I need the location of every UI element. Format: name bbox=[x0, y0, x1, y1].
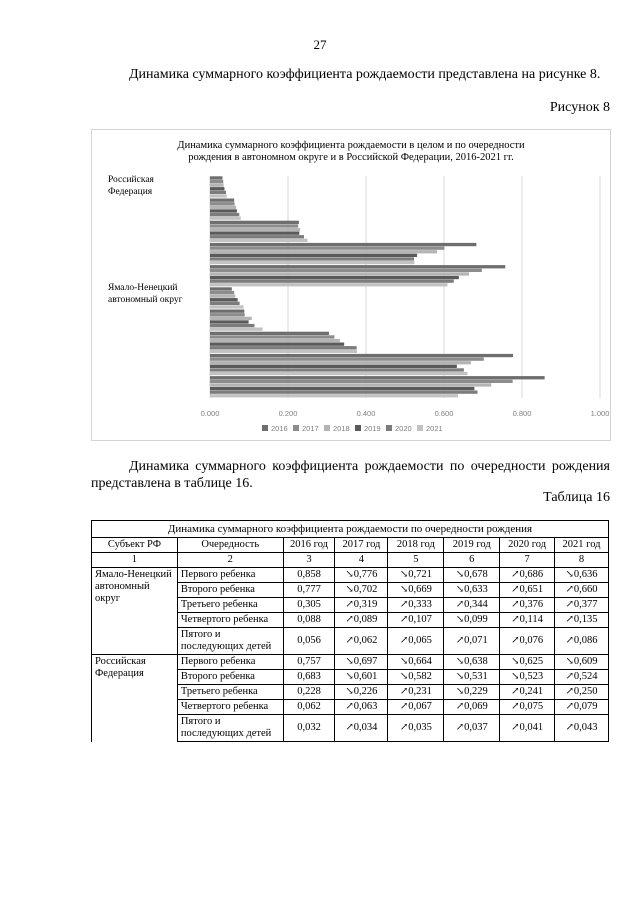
bar-2019 bbox=[210, 276, 459, 279]
value-text: 0,633 bbox=[464, 584, 488, 595]
value-text: 0,721 bbox=[408, 569, 432, 580]
trend-up-icon: ↗ bbox=[565, 722, 574, 733]
value-cell bbox=[500, 613, 555, 628]
value-text: 0,377 bbox=[573, 599, 598, 610]
trend-up-icon: ↗ bbox=[511, 599, 520, 610]
trend-down-icon: ↘ bbox=[345, 656, 354, 667]
value-text: 0,858 bbox=[297, 569, 321, 580]
legend-label: 2021 bbox=[426, 424, 443, 433]
value-cell bbox=[444, 628, 500, 655]
birth-order-cell: Четвертого ребенка bbox=[177, 613, 283, 628]
birth-order-cell: Пятого и последующих детей bbox=[177, 715, 283, 742]
value-text: 0,035 bbox=[408, 722, 432, 733]
value-text: 0,135 bbox=[573, 614, 598, 625]
value-cell bbox=[500, 700, 555, 715]
value-cell bbox=[388, 583, 444, 598]
value-text: 0,625 bbox=[519, 656, 544, 667]
value-text: 0,660 bbox=[573, 584, 598, 595]
value-text: 0,226 bbox=[353, 686, 378, 697]
value-cell bbox=[335, 583, 388, 598]
legend-label: 2019 bbox=[364, 424, 381, 433]
column-header: 2019 год bbox=[444, 538, 500, 553]
legend-label: 2018 bbox=[333, 424, 350, 433]
trend-down-icon: ↘ bbox=[511, 656, 520, 667]
trend-up-icon: ↗ bbox=[399, 686, 409, 697]
value-cell bbox=[555, 700, 609, 715]
value-text: 0,664 bbox=[408, 656, 432, 667]
value-text: 0,071 bbox=[464, 635, 488, 646]
value-cell bbox=[388, 628, 444, 655]
birth-order-cell: Второго ребенка bbox=[177, 670, 283, 685]
group-label: Федерация bbox=[108, 187, 153, 197]
value-cell bbox=[555, 655, 609, 670]
value-cell bbox=[500, 685, 555, 700]
trend-down-icon: ↘ bbox=[455, 656, 465, 667]
bar-2019 bbox=[210, 232, 299, 235]
column-number: 2 bbox=[177, 553, 283, 568]
bar-2021 bbox=[210, 305, 244, 308]
value-text: 0,229 bbox=[464, 686, 488, 697]
value-text: 0,683 bbox=[297, 671, 321, 682]
value-text: 0,231 bbox=[408, 686, 432, 697]
bar-2017 bbox=[210, 313, 245, 316]
trend-down-icon: ↘ bbox=[399, 671, 409, 682]
value-text: 0,088 bbox=[297, 614, 321, 625]
legend-swatch-2018 bbox=[324, 425, 330, 431]
intro-paragraph: Динамика суммарного коэффициента рождаемости представлена на рисунке 8. bbox=[129, 67, 601, 82]
x-tick-label: 1.000 bbox=[590, 409, 610, 418]
bar-2016 bbox=[210, 221, 299, 224]
value-cell bbox=[335, 700, 388, 715]
column-number: 7 bbox=[500, 553, 555, 568]
table-intro-paragraph: Динамика суммарного коэффициента рождаемости по очередности рождения представлена в таблице 16. bbox=[91, 459, 610, 491]
value-cell bbox=[444, 655, 500, 670]
legend-swatch-2017 bbox=[293, 425, 299, 431]
trend-up-icon: ↗ bbox=[565, 701, 574, 712]
trend-up-icon: ↗ bbox=[455, 701, 465, 712]
bar-2020 bbox=[210, 257, 414, 260]
birth-order-cell: Третьего ребенка bbox=[177, 598, 283, 613]
value-cell bbox=[444, 685, 500, 700]
bar-2019 bbox=[210, 365, 457, 368]
value-text: 0,344 bbox=[464, 599, 488, 610]
bar-2017 bbox=[210, 335, 334, 338]
value-cell bbox=[444, 700, 500, 715]
value-cell bbox=[283, 583, 335, 598]
x-tick-label: 0.200 bbox=[278, 409, 298, 418]
value-cell bbox=[283, 598, 335, 613]
value-cell bbox=[555, 628, 609, 655]
value-text: 0,041 bbox=[519, 722, 544, 733]
birth-order-cell: Первого ребенка bbox=[177, 568, 283, 583]
trend-up-icon: ↗ bbox=[345, 614, 354, 625]
chart-canvas bbox=[92, 130, 610, 440]
trend-down-icon: ↘ bbox=[565, 656, 574, 667]
bar-2021 bbox=[210, 194, 227, 197]
trend-up-icon: ↗ bbox=[511, 584, 520, 595]
trend-up-icon: ↗ bbox=[511, 686, 520, 697]
bar-2016 bbox=[210, 354, 513, 357]
x-tick-label: 0.000 bbox=[200, 409, 220, 418]
value-cell bbox=[555, 670, 609, 685]
value-text: 0,777 bbox=[297, 584, 321, 595]
value-text: 0,601 bbox=[353, 671, 378, 682]
bar-2018 bbox=[210, 206, 236, 209]
bar-2018 bbox=[210, 295, 235, 298]
bar-2018 bbox=[210, 339, 340, 342]
value-cell bbox=[283, 715, 335, 742]
value-text: 0,069 bbox=[464, 701, 488, 712]
bar-2020 bbox=[210, 391, 478, 394]
trend-up-icon: ↗ bbox=[399, 635, 409, 646]
trend-up-icon: ↗ bbox=[455, 722, 465, 733]
bar-2018 bbox=[210, 272, 469, 275]
value-cell bbox=[283, 568, 335, 583]
trend-up-icon: ↗ bbox=[399, 599, 409, 610]
trend-down-icon: ↘ bbox=[345, 569, 354, 580]
value-cell bbox=[283, 655, 335, 670]
value-cell bbox=[283, 685, 335, 700]
x-tick-label: 0.800 bbox=[512, 409, 532, 418]
value-text: 0,702 bbox=[353, 584, 378, 595]
value-text: 0,531 bbox=[464, 671, 488, 682]
trend-down-icon: ↘ bbox=[455, 686, 465, 697]
value-cell bbox=[555, 568, 609, 583]
value-cell bbox=[388, 613, 444, 628]
bar-2019 bbox=[210, 209, 237, 212]
bar-2020 bbox=[210, 213, 239, 216]
value-cell bbox=[388, 598, 444, 613]
column-header: 2021 год bbox=[555, 538, 609, 553]
value-cell bbox=[335, 670, 388, 685]
chart-title-line-2: рождения в автономном округе и в Российской Федерации, 2016-2021 гг. bbox=[188, 152, 514, 163]
trend-down-icon: ↘ bbox=[345, 584, 354, 595]
value-cell bbox=[555, 613, 609, 628]
value-cell bbox=[500, 583, 555, 598]
column-header: Очередность bbox=[177, 538, 283, 553]
value-text: 0,063 bbox=[353, 701, 378, 712]
value-text: 0,037 bbox=[464, 722, 488, 733]
trend-down-icon: ↘ bbox=[511, 671, 520, 682]
value-cell bbox=[335, 655, 388, 670]
value-text: 0,107 bbox=[408, 614, 432, 625]
bar-2020 bbox=[210, 191, 226, 194]
trend-up-icon: ↗ bbox=[399, 701, 409, 712]
value-cell bbox=[444, 583, 500, 598]
birth-rate-chart bbox=[91, 129, 611, 441]
figure-caption: Рисунок 8 bbox=[549, 100, 610, 115]
value-cell bbox=[444, 598, 500, 613]
legend-label: 2016 bbox=[271, 424, 288, 433]
chart-title: Динамика суммарного коэффициента рождаемости в целом и по очередности bbox=[177, 140, 525, 151]
bar-2019 bbox=[210, 343, 344, 346]
legend-swatch-2019 bbox=[355, 425, 361, 431]
value-text: 0,609 bbox=[573, 656, 598, 667]
value-text: 0,319 bbox=[353, 599, 378, 610]
trend-up-icon: ↗ bbox=[399, 722, 409, 733]
bar-2017 bbox=[210, 291, 234, 294]
bar-2019 bbox=[210, 298, 238, 301]
value-text: 0,582 bbox=[408, 671, 432, 682]
value-text: 0,034 bbox=[353, 722, 378, 733]
trend-down-icon: ↘ bbox=[399, 656, 409, 667]
value-cell bbox=[444, 715, 500, 742]
subject-cell: Ямало-Ненецкий автономный округ bbox=[92, 568, 178, 655]
value-text: 0,032 bbox=[297, 722, 321, 733]
trend-up-icon: ↗ bbox=[345, 722, 354, 733]
value-text: 0,757 bbox=[297, 656, 321, 667]
trend-down-icon: ↘ bbox=[345, 671, 354, 682]
value-cell bbox=[388, 568, 444, 583]
value-cell bbox=[283, 700, 335, 715]
bar-2018 bbox=[210, 228, 300, 231]
value-cell bbox=[388, 700, 444, 715]
bar-2020 bbox=[210, 324, 254, 327]
value-text: 0,305 bbox=[297, 599, 321, 610]
value-cell bbox=[388, 715, 444, 742]
bar-2016 bbox=[210, 265, 505, 268]
value-cell bbox=[335, 598, 388, 613]
bar-2016 bbox=[210, 310, 244, 313]
bar-2016 bbox=[210, 176, 222, 179]
birth-order-cell: Третьего ребенка bbox=[177, 685, 283, 700]
value-cell bbox=[444, 568, 500, 583]
bar-2016 bbox=[210, 199, 234, 202]
value-cell bbox=[283, 670, 335, 685]
group-label: Ямало-Ненецкий bbox=[108, 283, 178, 293]
value-text: 0,669 bbox=[408, 584, 432, 595]
bar-2021 bbox=[210, 261, 414, 264]
birth-order-table bbox=[91, 520, 609, 742]
column-number: 5 bbox=[388, 553, 444, 568]
value-text: 0,089 bbox=[353, 614, 378, 625]
trend-up-icon: ↗ bbox=[511, 722, 520, 733]
value-text: 0,636 bbox=[573, 569, 598, 580]
column-header: 2020 год bbox=[500, 538, 555, 553]
trend-up-icon: ↗ bbox=[565, 584, 574, 595]
trend-up-icon: ↗ bbox=[345, 599, 354, 610]
bar-2018 bbox=[210, 361, 471, 364]
value-text: 0,056 bbox=[297, 635, 321, 646]
group-label: Российская bbox=[108, 175, 154, 185]
value-text: 0,086 bbox=[573, 635, 598, 646]
value-cell bbox=[555, 715, 609, 742]
value-cell bbox=[283, 613, 335, 628]
birth-order-cell: Пятого и последующих детей bbox=[177, 628, 283, 655]
column-header: 2017 год bbox=[335, 538, 388, 553]
value-cell bbox=[335, 628, 388, 655]
value-cell bbox=[335, 568, 388, 583]
bar-2018 bbox=[210, 250, 437, 253]
value-text: 0,076 bbox=[519, 635, 544, 646]
value-cell bbox=[283, 628, 335, 655]
bar-2016 bbox=[210, 243, 476, 246]
trend-up-icon: ↗ bbox=[345, 701, 354, 712]
bar-2021 bbox=[210, 372, 467, 375]
value-text: 0,333 bbox=[408, 599, 432, 610]
trend-up-icon: ↗ bbox=[511, 701, 520, 712]
bar-2016 bbox=[210, 332, 329, 335]
trend-up-icon: ↗ bbox=[565, 614, 574, 625]
trend-down-icon: ↘ bbox=[455, 614, 465, 625]
bar-2017 bbox=[210, 180, 223, 183]
trend-up-icon: ↗ bbox=[565, 686, 574, 697]
value-text: 0,241 bbox=[519, 686, 544, 697]
legend-swatch-2016 bbox=[262, 425, 268, 431]
bar-2017 bbox=[210, 269, 482, 272]
value-cell bbox=[555, 685, 609, 700]
birth-order-cell: Первого ребенка bbox=[177, 655, 283, 670]
bar-2017 bbox=[210, 224, 298, 227]
value-text: 0,075 bbox=[519, 701, 544, 712]
trend-down-icon: ↘ bbox=[455, 671, 465, 682]
value-text: 0,043 bbox=[573, 722, 598, 733]
value-text: 0,776 bbox=[353, 569, 378, 580]
column-header: 2016 год bbox=[283, 538, 335, 553]
value-cell bbox=[335, 685, 388, 700]
column-number: 6 bbox=[444, 553, 500, 568]
x-tick-label: 0.600 bbox=[434, 409, 454, 418]
bar-2021 bbox=[210, 350, 357, 353]
bar-2017 bbox=[210, 202, 235, 205]
page-number: 27 bbox=[313, 37, 327, 52]
column-header: 2018 год bbox=[388, 538, 444, 553]
trend-up-icon: ↗ bbox=[565, 671, 574, 682]
trend-down-icon: ↘ bbox=[399, 584, 409, 595]
bar-2018 bbox=[210, 317, 252, 320]
bar-2016 bbox=[210, 287, 232, 290]
legend-swatch-2020 bbox=[386, 425, 392, 431]
trend-up-icon: ↗ bbox=[455, 599, 465, 610]
bar-2017 bbox=[210, 247, 444, 250]
value-cell bbox=[500, 655, 555, 670]
bar-2018 bbox=[210, 383, 491, 386]
bar-2019 bbox=[210, 387, 474, 390]
value-text: 0,062 bbox=[353, 635, 378, 646]
bar-2016 bbox=[210, 376, 545, 379]
value-text: 0,079 bbox=[573, 701, 598, 712]
bar-2019 bbox=[210, 254, 417, 257]
trend-down-icon: ↘ bbox=[345, 686, 354, 697]
value-cell bbox=[500, 568, 555, 583]
trend-up-icon: ↗ bbox=[511, 569, 520, 580]
trend-up-icon: ↗ bbox=[345, 635, 354, 646]
value-text: 0,114 bbox=[519, 614, 543, 625]
value-text: 0,065 bbox=[408, 635, 432, 646]
value-text: 0,697 bbox=[353, 656, 378, 667]
value-cell bbox=[335, 613, 388, 628]
column-number: 8 bbox=[555, 553, 609, 568]
value-text: 0,638 bbox=[464, 656, 488, 667]
bar-2020 bbox=[210, 280, 454, 283]
trend-up-icon: ↗ bbox=[455, 635, 465, 646]
value-text: 0,678 bbox=[464, 569, 488, 580]
table-row bbox=[92, 655, 609, 670]
bar-2018 bbox=[210, 184, 224, 187]
value-text: 0,099 bbox=[464, 614, 488, 625]
subject-cell: Российская Федерация bbox=[92, 655, 178, 742]
trend-up-icon: ↗ bbox=[399, 614, 409, 625]
value-cell bbox=[500, 628, 555, 655]
table-title: Динамика суммарного коэффициента рождаемости по очередности рождения bbox=[92, 521, 609, 538]
trend-down-icon: ↘ bbox=[399, 569, 409, 580]
value-text: 0,376 bbox=[519, 599, 544, 610]
bar-2021 bbox=[210, 283, 448, 286]
legend-label: 2017 bbox=[302, 424, 319, 433]
value-text: 0,523 bbox=[519, 671, 544, 682]
value-cell bbox=[555, 598, 609, 613]
trend-down-icon: ↘ bbox=[455, 569, 465, 580]
bar-2021 bbox=[210, 239, 308, 242]
bar-2017 bbox=[210, 358, 484, 361]
value-cell bbox=[388, 685, 444, 700]
value-cell bbox=[388, 655, 444, 670]
trend-down-icon: ↘ bbox=[565, 569, 574, 580]
bar-2020 bbox=[210, 302, 240, 305]
bar-2020 bbox=[210, 235, 304, 238]
bar-2019 bbox=[210, 187, 224, 190]
column-number: 4 bbox=[335, 553, 388, 568]
bar-2017 bbox=[210, 380, 513, 383]
column-number: 1 bbox=[92, 553, 178, 568]
value-text: 0,228 bbox=[297, 686, 321, 697]
x-tick-label: 0.400 bbox=[356, 409, 376, 418]
birth-order-cell: Второго ребенка bbox=[177, 583, 283, 598]
bar-2021 bbox=[210, 328, 263, 331]
value-text: 0,062 bbox=[297, 701, 321, 712]
value-text: 0,524 bbox=[573, 671, 598, 682]
trend-up-icon: ↗ bbox=[565, 635, 574, 646]
value-cell bbox=[388, 670, 444, 685]
trend-down-icon: ↘ bbox=[455, 584, 465, 595]
bar-2021 bbox=[210, 217, 241, 220]
trend-up-icon: ↗ bbox=[511, 614, 520, 625]
legend-label: 2020 bbox=[395, 424, 412, 433]
bar-2021 bbox=[210, 394, 458, 397]
bar-2019 bbox=[210, 320, 249, 323]
legend-swatch-2021 bbox=[417, 425, 423, 431]
bar-2020 bbox=[210, 368, 464, 371]
value-cell bbox=[335, 715, 388, 742]
value-text: 0,686 bbox=[519, 569, 544, 580]
birth-order-cell: Четвертого ребенка bbox=[177, 700, 283, 715]
value-cell bbox=[444, 613, 500, 628]
value-cell bbox=[500, 670, 555, 685]
value-cell bbox=[555, 583, 609, 598]
column-number: 3 bbox=[283, 553, 335, 568]
column-header: Субъект РФ bbox=[92, 538, 178, 553]
group-label: автономный округ bbox=[108, 295, 183, 305]
value-cell bbox=[444, 670, 500, 685]
trend-up-icon: ↗ bbox=[565, 599, 574, 610]
value-cell bbox=[500, 715, 555, 742]
value-cell bbox=[500, 598, 555, 613]
table-caption: Таблица 16 bbox=[543, 490, 610, 505]
value-text: 0,250 bbox=[573, 686, 598, 697]
bar-2020 bbox=[210, 346, 357, 349]
table-row bbox=[92, 568, 609, 583]
value-text: 0,067 bbox=[408, 701, 432, 712]
value-text: 0,651 bbox=[519, 584, 544, 595]
trend-up-icon: ↗ bbox=[511, 635, 520, 646]
